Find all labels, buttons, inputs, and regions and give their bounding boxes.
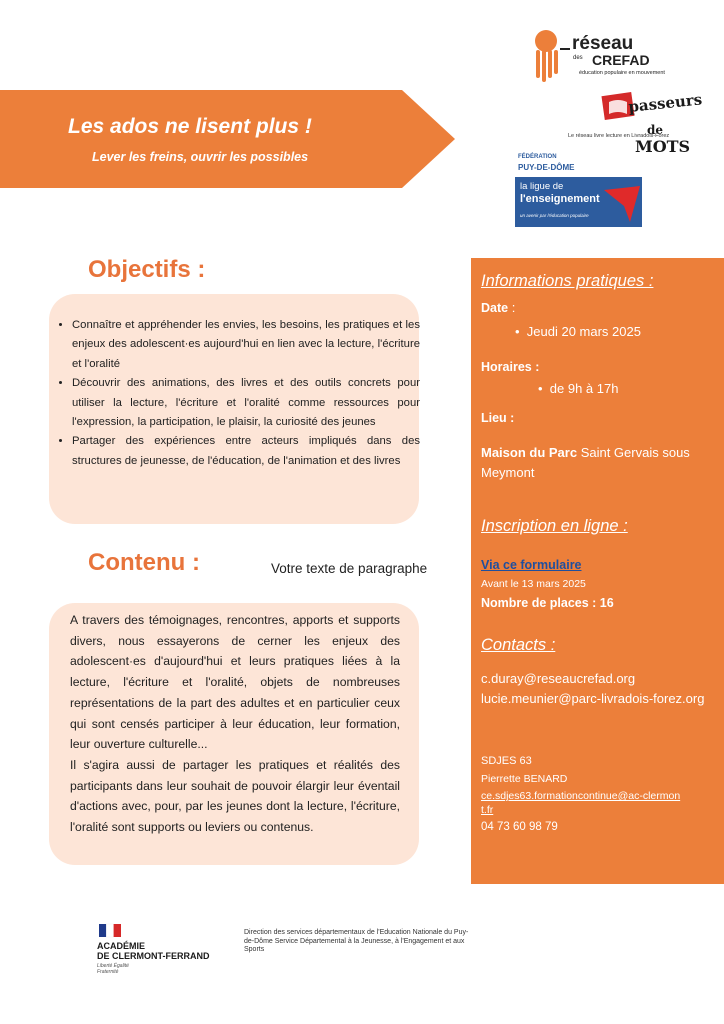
ligue-tagline: un avenir par l'éducation populaire [520,213,589,218]
contact-org: SDJES 63 [481,755,532,767]
footer-direction: Direction des services départementaux de l'Education Nationale du Puy-de-Dôme Service Départemental à la Jeunesse, à l'Engagement et aux Sports [244,929,469,954]
date-value [515,324,641,339]
crefad-logo-text: des [573,55,583,61]
contact-email-sdjes[interactable]: ce.sdjes63.formationcontinue@ac-clermont.fr [481,790,681,816]
paragraph-placeholder[interactable]: Votre texte de paragraphe [271,561,428,576]
svg-text:MOTS: MOTS [635,137,691,156]
federation-department: PUY-DE-DÔME [518,163,575,172]
header-banner [0,90,455,188]
info-heading: Informations pratiques : [481,272,654,290]
place-name: Maison du Parc [481,445,578,460]
list-item: • Partager des expériences entre acteurs impliqués dans des structures de jeunesse, de l'éducation, de l'animation et des livres [72,432,420,471]
contenu-heading: Contenu : [88,549,200,576]
place-label: Lieu : [481,411,515,425]
contact-person: Pierrette BENARD [481,773,568,785]
ligue-logo-text: l'enseignement [520,193,600,205]
bullet-icon: • [515,324,527,339]
page-subtitle: Lever les freins, ouvrir les possibles [92,150,309,164]
page-title: Les ados ne lisent plus ! [68,115,312,138]
place-value [481,443,711,483]
list-item: • Découvrir des animations, des livres et des outils concrets pour utiliser la lecture, l'écriture et l'oralité comme ressources pour l'expression, la participation, le plaisir, la curiosité des jeunes [72,374,420,432]
crefad-tagline: éducation populaire en mouvement [579,70,665,76]
ligue-logo-text: la ligue de [520,181,564,192]
contact-email[interactable]: c.duray@reseaucrefad.org [481,671,636,686]
places-count: Nombre de places : 16 [481,596,614,610]
date-colon: : [508,300,516,315]
hours-value [538,381,618,396]
hours-label: Horaires : [481,360,540,374]
list-item: • Connaître et appréhender les envies, les besoins, les pratiques et les enjeux des adolescent·es aujourd'hui en lien avec la lecture, l'écriture et l'oralité [72,316,420,374]
crefad-logo-text: réseau [572,33,634,54]
inscription-heading: Inscription en ligne : [481,517,628,535]
svg-text:passeurs: passeurs [627,90,703,116]
date-row [481,300,515,315]
place-city: Saint Gervais sous Meymont [481,445,690,480]
ligue-arrow-icon [600,186,646,228]
date-label: Date [481,301,509,315]
bullet-icon: • [538,381,550,396]
contact-phone: 04 73 60 98 79 [481,821,558,833]
republic-motto: Liberté Égalité Fraternité [97,963,129,975]
contact-emails [481,669,716,709]
objectifs-heading: Objectifs : [88,256,206,283]
objectifs-list [56,316,420,471]
form-link[interactable]: Via ce formulaire [481,558,582,572]
academie-logo-text: ACADÉMIE [97,941,146,951]
hours-value-text: de 9h à 17h [549,381,619,396]
date-value-text: Jeudi 20 mars 2025 [526,324,641,339]
academie-logo-text: DE CLERMONT-FERRAND [97,951,210,961]
contacts-heading: Contacts : [481,636,556,654]
federation-label: FÉDÉRATION [518,154,557,160]
inscription-deadline: Avant le 13 mars 2025 [481,578,586,590]
passeurs-tagline: Le réseau livre lecture en Livradois-Forez [568,133,670,139]
svg-text:de: de [647,123,664,137]
contenu-text [70,610,400,838]
contact-email[interactable]: lucie.meunier@parc-livradois-forez.org [481,691,705,706]
french-flag-icon [99,924,121,937]
form-link-wrap [481,556,582,574]
contenu-paragraph: A travers des témoignages, rencontres, apports et supports divers, nous essayerons de cerner les enjeux des adolescent·es d'aujourd'hui et leurs pratiques liées à la lecture, l'écriture et l'oralité, objets de nombreuses représentations de la part des adultes et en particulier ceux qui sont censés participer à leur éducation, leur formation, leur ouverture culturelle... [70,613,400,752]
contenu-paragraph: Il s'agira aussi de partager les pratiques et réalités des participants dans leur souhait de pouvoir élargir leur éventail d'actions avec, pour, par les jeunes dont la lecture, l'écriture, l'oralité sont supports ou leviers ou contenus. [70,757,400,835]
passeurs-de-mots-logo [595,90,703,160]
crefad-logo-text: CREFAD [592,52,650,68]
